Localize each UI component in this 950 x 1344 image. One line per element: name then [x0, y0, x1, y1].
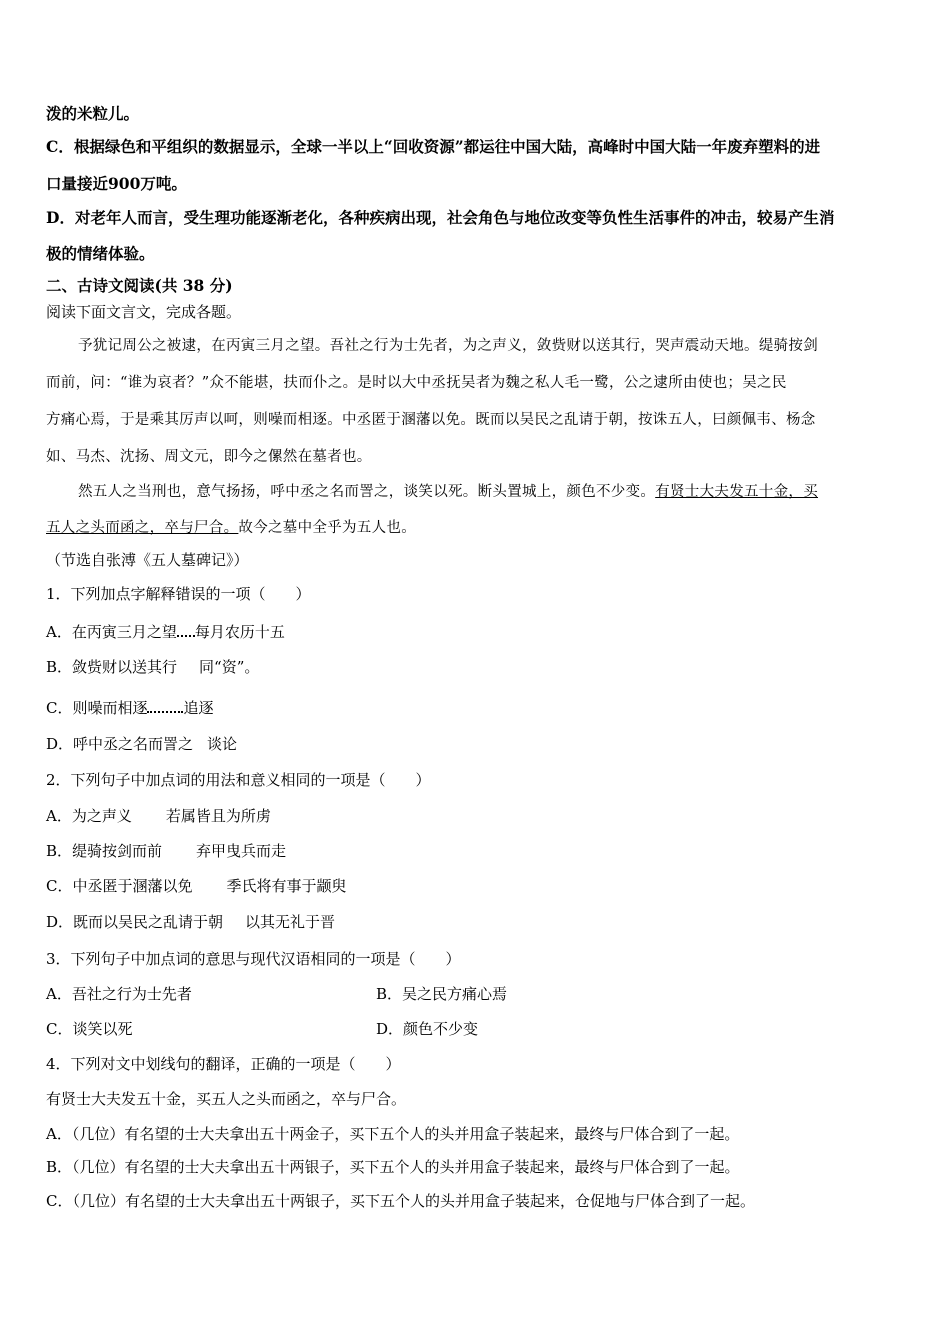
- q2-c-text: C．中丞匿于溷藩以免: [46, 877, 193, 895]
- q3-option-a: A．吾社之行为士先者: [46, 985, 192, 1003]
- q1-c-text: C．则噪而相逐: [46, 699, 148, 717]
- q1-a-emphasis-dots: [177, 620, 195, 637]
- passage-p1-line2: 而前，问：“谁为哀者？”众不能堪，扶而仆之。是时以大中丞抚吴者为魏之私人毛一鹭，公之逮所由使也；吴之民: [46, 375, 787, 391]
- q4-option-b: B．（几位）有名望的士大夫拿出五十两银子，买下五个人的头并用盒子装起来，最终与尸体合到了一起。: [46, 1158, 740, 1176]
- q3-option-d: D．颜色不少变: [376, 1020, 479, 1038]
- q1-c-emphasis-dots: [147, 696, 183, 713]
- q1-stem: 1．下列加点字解释错误的一项（ ）: [46, 585, 311, 603]
- passage-p2-line1-plain: 然五人之当刑也，意气扬扬，呼中丞之名而詈之，谈笑以死。断头置城上，颜色不少变。: [78, 484, 656, 500]
- passage-p1-line1: 予犹记周公之被逮，在丙寅三月之望。吾社之行为士先者，为之声义，敛赀财以送其行，哭声震动天地。缇骑按剑: [78, 338, 818, 354]
- q1-b-explanation: 同“资”。: [199, 658, 260, 676]
- q2-option-b: [46, 841, 286, 861]
- q2-option-c: [46, 876, 347, 896]
- q1-option-a: [46, 620, 285, 642]
- underlined-sentence-part2: 五人之头而函之，卒与尸合。: [46, 520, 239, 536]
- q2-b-compare: 弃甲曳兵而走: [196, 842, 287, 860]
- q1-b-text: B．敛赀财以送其行: [46, 658, 178, 676]
- q1-option-b: [46, 657, 259, 677]
- q4-stem: 4．下列对文中划线句的翻译，正确的一项是（ ）: [46, 1055, 401, 1073]
- q2-option-d: [46, 912, 335, 932]
- passage-p1-line3: 方痛心焉，于是乘其厉声以呵，则噪而相逐。中丞匿于溷藩以免。既而以吴民之乱请于朝，按诛五人，曰颜佩韦、杨念: [46, 412, 816, 428]
- q1-option-c: [46, 696, 214, 718]
- prev-option-d-line2: 极的情绪体验。: [46, 244, 155, 263]
- q3-option-c: C．谈笑以死: [46, 1020, 133, 1038]
- prev-option-c-line1: C．根据绿色和平组织的数据显示，全球一半以上“回收资源”都运往中国大陆，高峰时中国大陆一年废弃塑料的进: [46, 137, 821, 156]
- q1-a-text: A．在丙寅三月之望: [46, 623, 177, 641]
- q1-a-explanation: 每月农历十五: [194, 623, 285, 641]
- q1-c-explanation: 追逐: [183, 699, 214, 717]
- q1-d-explanation: 谈论: [207, 735, 238, 753]
- q2-c-compare: 季氏将有事于颛臾: [226, 877, 347, 895]
- passage-p2-line2-plain: 故今之墓中全乎为五人也。: [238, 520, 417, 536]
- q2-stem: 2．下列句子中加点词的用法和意义相同的一项是（ ）: [46, 771, 431, 789]
- passage-p2-line1: [78, 482, 818, 502]
- section-intro: 阅读下面文言文，完成各题。: [46, 303, 242, 321]
- passage-source: （节选自张溥《五人墓碑记》）: [46, 551, 249, 569]
- q1-option-d: [46, 734, 237, 754]
- passage-p1-line4: 如、马杰、沈扬、周文元，即今之傫然在墓者也。: [46, 449, 372, 465]
- prev-option-continuation: 泼的米粒儿。: [46, 104, 140, 123]
- q2-option-a: [46, 806, 271, 826]
- q3-option-b: B．吴之民方痛心焉: [376, 985, 508, 1003]
- underlined-sentence-part1: 有贤士大夫发五十金，买: [655, 484, 819, 500]
- prev-option-d-line1: D．对老年人而言，受生理功能逐渐老化，各种疾病出现，社会角色与地位改变等负性生活事件的冲击，较易产生消: [46, 208, 835, 227]
- q2-a-compare: 若属皆且为所虏: [165, 807, 271, 825]
- q2-a-text: A．为之声义: [46, 807, 132, 825]
- q4-option-c: C．（几位）有名望的士大夫拿出五十两银子，买下五个人的头并用盒子装起来，仓促地与尸体合到了一起。: [46, 1192, 755, 1210]
- q2-d-compare: 以其无礼于晋: [245, 913, 336, 931]
- q4-target-sentence: 有贤士大夫发五十金，买五人之头而函之，卒与尸合。: [46, 1090, 407, 1108]
- q3-stem: 3．下列句子中加点词的意思与现代汉语相同的一项是（ ）: [46, 950, 461, 968]
- q2-b-text: B．缇骑按剑而前: [46, 842, 163, 860]
- prev-option-c-line2: 口量接近900万吨。: [46, 174, 187, 193]
- q1-d-text: D．呼中丞之名而詈之: [46, 735, 194, 753]
- passage-p2-line2: [46, 518, 416, 538]
- q4-option-a: A．（几位）有名望的士大夫拿出五十两金子，买下五个人的头并用盒子装起来，最终与尸体合到了一起。: [46, 1125, 740, 1143]
- q2-d-text: D．既而以吴民之乱请于朝: [46, 913, 224, 931]
- section-heading: 二、古诗文阅读(共 38 分): [46, 276, 233, 295]
